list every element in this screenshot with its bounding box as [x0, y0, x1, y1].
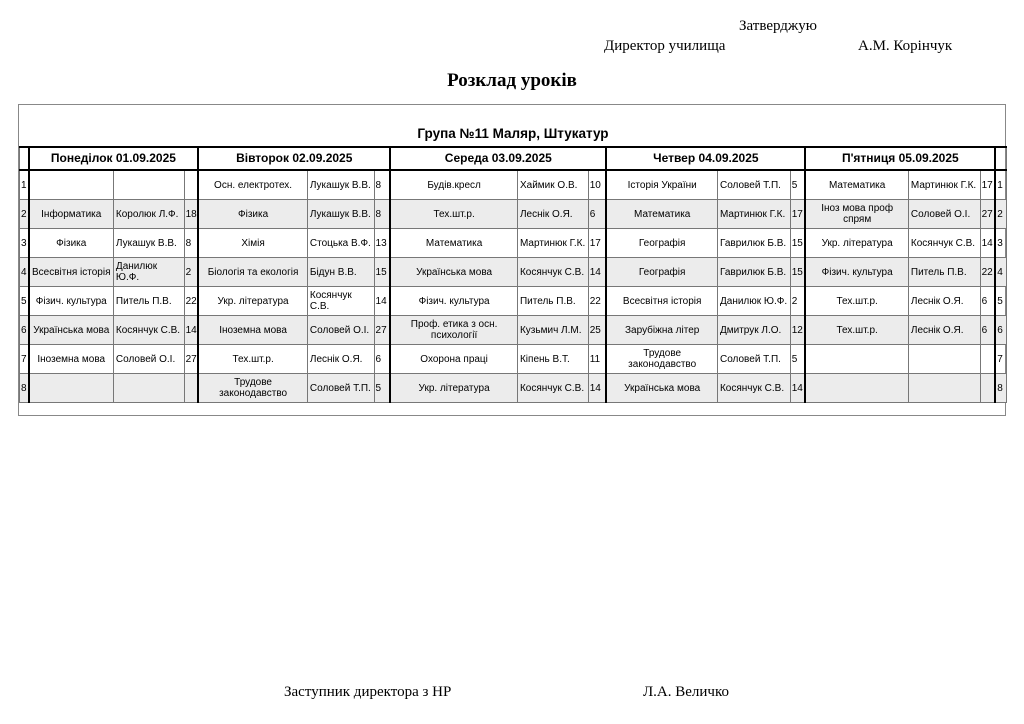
lesson-row — [20, 170, 1007, 200]
lesson-subject: Тех.шт.р. — [805, 316, 908, 345]
lesson-room: 14 — [588, 374, 606, 403]
lesson-subject: Фізика — [198, 200, 307, 229]
lesson-subject: Тех.шт.р. — [390, 200, 517, 229]
lesson-row — [20, 345, 1007, 374]
lesson-room: 5 — [790, 170, 805, 200]
lesson-teacher — [113, 374, 184, 403]
lesson-subject: Хімія — [198, 229, 307, 258]
lesson-subject — [805, 345, 908, 374]
lesson-subject: Українська мова — [390, 258, 517, 287]
lesson-subject — [29, 374, 114, 403]
lesson-teacher: Соловей Т.П. — [307, 374, 374, 403]
lesson-teacher: Леснік О.Я. — [908, 287, 980, 316]
day-header: Вівторок 02.09.2025 — [198, 147, 390, 170]
lesson-teacher: Кузьмич Л.М. — [517, 316, 588, 345]
lesson-subject: Будів.кресл — [390, 170, 517, 200]
lesson-subject: Фізич. культура — [390, 287, 517, 316]
lesson-room: 22 — [980, 258, 995, 287]
lesson-subject: Всесвітня історія — [606, 287, 717, 316]
lesson-teacher: Дмитрук Л.О. — [717, 316, 790, 345]
lesson-room: 17 — [790, 200, 805, 229]
day-header: Середа 03.09.2025 — [390, 147, 606, 170]
lesson-room: 5 — [790, 345, 805, 374]
lesson-teacher: Соловей О.І. — [113, 345, 184, 374]
lesson-teacher: Данилюк Ю.Ф. — [717, 287, 790, 316]
lesson-room: 8 — [184, 229, 198, 258]
lesson-teacher: Хаймик О.В. — [517, 170, 588, 200]
lesson-room: 15 — [374, 258, 390, 287]
lesson-number-left: 5 — [20, 287, 29, 316]
lesson-teacher: Королюк Л.Ф. — [113, 200, 184, 229]
day-header-row — [20, 147, 1007, 170]
schedule-container — [18, 104, 1006, 416]
lesson-subject: Укр. література — [390, 374, 517, 403]
lesson-subject: Тех.шт.р. — [805, 287, 908, 316]
lesson-room: 8 — [374, 200, 390, 229]
lesson-room: 27 — [374, 316, 390, 345]
lesson-teacher — [908, 345, 980, 374]
lesson-subject: Математика — [390, 229, 517, 258]
lesson-teacher — [908, 374, 980, 403]
lesson-subject: Українська мова — [606, 374, 717, 403]
lesson-row — [20, 258, 1007, 287]
lesson-teacher: Леснік О.Я. — [908, 316, 980, 345]
schedule-table — [19, 146, 1007, 403]
lesson-teacher: Соловей О.І. — [908, 200, 980, 229]
lesson-number-left: 2 — [20, 200, 29, 229]
lesson-subject — [29, 170, 114, 200]
lesson-room: 11 — [588, 345, 606, 374]
lesson-subject: Охорона праці — [390, 345, 517, 374]
lesson-number-left: 8 — [20, 374, 29, 403]
lesson-room: 14 — [184, 316, 198, 345]
director-name: А.М. Корінчук — [858, 38, 953, 54]
lesson-room — [980, 374, 995, 403]
lesson-room: 12 — [790, 316, 805, 345]
lesson-room: 13 — [374, 229, 390, 258]
lesson-teacher: Бідун В.В. — [307, 258, 374, 287]
lesson-teacher: Мартинюк Г.К. — [908, 170, 980, 200]
lesson-number-left: 3 — [20, 229, 29, 258]
lesson-subject: Проф. етика з осн. психології — [390, 316, 517, 345]
lesson-room: 10 — [588, 170, 606, 200]
deputy-director-title: Заступник директора з НР — [284, 684, 452, 700]
lesson-room: 6 — [980, 316, 995, 345]
header-corner-left — [20, 147, 29, 170]
lesson-room: 15 — [790, 229, 805, 258]
lesson-teacher: Гаврилюк Б.В. — [717, 229, 790, 258]
lesson-subject: Фізика — [29, 229, 114, 258]
lesson-teacher: Косянчук С.В. — [908, 229, 980, 258]
lesson-subject: Трудове законодавство — [606, 345, 717, 374]
lesson-number-left: 7 — [20, 345, 29, 374]
lesson-teacher: Кіпень В.Т. — [517, 345, 588, 374]
lesson-room: 5 — [374, 374, 390, 403]
lesson-teacher: Соловей О.І. — [307, 316, 374, 345]
lesson-teacher: Леснік О.Я. — [307, 345, 374, 374]
day-header: Понеділок 01.09.2025 — [29, 147, 199, 170]
lesson-number-left: 4 — [20, 258, 29, 287]
lesson-subject: Укр. література — [805, 229, 908, 258]
lesson-number-right: 1 — [995, 170, 1006, 200]
lesson-subject: Біологія та екологія — [198, 258, 307, 287]
lesson-room — [184, 374, 198, 403]
lesson-teacher: Соловей Т.П. — [717, 170, 790, 200]
lesson-room: 14 — [588, 258, 606, 287]
lesson-subject: Іноз мова проф спрям — [805, 200, 908, 229]
lesson-teacher: Данилюк Ю.Ф. — [113, 258, 184, 287]
lesson-subject: Тех.шт.р. — [198, 345, 307, 374]
lesson-room: 6 — [374, 345, 390, 374]
day-header: Четвер 04.09.2025 — [606, 147, 805, 170]
lesson-number-right: 2 — [995, 200, 1006, 229]
lesson-subject: Фізич. культура — [805, 258, 908, 287]
lesson-row — [20, 229, 1007, 258]
lesson-teacher: Питель П.В. — [517, 287, 588, 316]
lesson-number-right: 6 — [995, 316, 1006, 345]
lesson-room: 6 — [588, 200, 606, 229]
lesson-room: 2 — [184, 258, 198, 287]
lesson-subject: Географія — [606, 258, 717, 287]
lesson-room: 6 — [980, 287, 995, 316]
lesson-number-left: 6 — [20, 316, 29, 345]
lesson-subject: Географія — [606, 229, 717, 258]
lesson-number-left: 1 — [20, 170, 29, 200]
lesson-subject: Іноземна мова — [198, 316, 307, 345]
lesson-subject: Фізич. культура — [29, 287, 114, 316]
lesson-teacher: Стоцька В.Ф. — [307, 229, 374, 258]
lesson-teacher: Косянчук С.В. — [517, 374, 588, 403]
header-corner-right — [995, 147, 1006, 170]
lesson-teacher: Мартинюк Г.К. — [517, 229, 588, 258]
lesson-room: 22 — [588, 287, 606, 316]
day-header: П'ятниця 05.09.2025 — [805, 147, 995, 170]
lesson-room: 15 — [790, 258, 805, 287]
lesson-subject: Іноземна мова — [29, 345, 114, 374]
lesson-subject: Зарубіжна літер — [606, 316, 717, 345]
lesson-teacher: Лукашук В.В. — [307, 170, 374, 200]
lesson-number-right: 8 — [995, 374, 1006, 403]
lesson-number-right: 3 — [995, 229, 1006, 258]
lesson-room: 25 — [588, 316, 606, 345]
lesson-subject: Інформатика — [29, 200, 114, 229]
lesson-room: 2 — [790, 287, 805, 316]
approval-label: Затверджую — [739, 18, 817, 34]
lesson-teacher: Соловей Т.П. — [717, 345, 790, 374]
lesson-teacher: Питель П.В. — [908, 258, 980, 287]
lesson-teacher — [113, 170, 184, 200]
lesson-number-right: 5 — [995, 287, 1006, 316]
lesson-subject: Українська мова — [29, 316, 114, 345]
lesson-subject — [805, 374, 908, 403]
lesson-subject: Трудове законодавство — [198, 374, 307, 403]
lesson-room: 17 — [588, 229, 606, 258]
lesson-teacher: Питель П.В. — [113, 287, 184, 316]
deputy-director-name: Л.А. Величко — [643, 684, 730, 700]
lesson-room: 22 — [184, 287, 198, 316]
lesson-room — [980, 345, 995, 374]
lesson-subject: Математика — [805, 170, 908, 200]
lesson-room: 14 — [980, 229, 995, 258]
group-title: Група №11 Маляр, Штукатур — [417, 126, 609, 141]
lesson-room: 8 — [374, 170, 390, 200]
lesson-number-right: 4 — [995, 258, 1006, 287]
lesson-room: 27 — [184, 345, 198, 374]
lesson-teacher: Косянчук С.В. — [717, 374, 790, 403]
lesson-subject: Укр. література — [198, 287, 307, 316]
lesson-teacher: Гаврилюк Б.В. — [717, 258, 790, 287]
lesson-row — [20, 200, 1007, 229]
lesson-subject: Осн. електротех. — [198, 170, 307, 200]
lesson-teacher: Косянчук С.В. — [517, 258, 588, 287]
lesson-teacher: Лукашук В.В. — [113, 229, 184, 258]
lesson-room: 14 — [790, 374, 805, 403]
lesson-row — [20, 316, 1007, 345]
lesson-teacher: Косянчук С.В. — [113, 316, 184, 345]
lesson-subject: Математика — [606, 200, 717, 229]
lesson-row — [20, 374, 1007, 403]
lesson-room: 18 — [184, 200, 198, 229]
lesson-subject: Історія України — [606, 170, 717, 200]
lesson-row — [20, 287, 1007, 316]
lesson-room: 17 — [980, 170, 995, 200]
lesson-teacher: Мартинюк Г.К. — [717, 200, 790, 229]
lesson-teacher: Леснік О.Я. — [517, 200, 588, 229]
lesson-room — [184, 170, 198, 200]
lesson-teacher: Лукашук В.В. — [307, 200, 374, 229]
director-title: Директор училища — [604, 38, 726, 54]
lesson-room: 14 — [374, 287, 390, 316]
lesson-teacher: Косянчук С.В. — [307, 287, 374, 316]
lesson-subject: Всесвітня історія — [29, 258, 114, 287]
lesson-number-right: 7 — [995, 345, 1006, 374]
document-title: Розклад уроків — [447, 70, 577, 91]
lesson-room: 27 — [980, 200, 995, 229]
